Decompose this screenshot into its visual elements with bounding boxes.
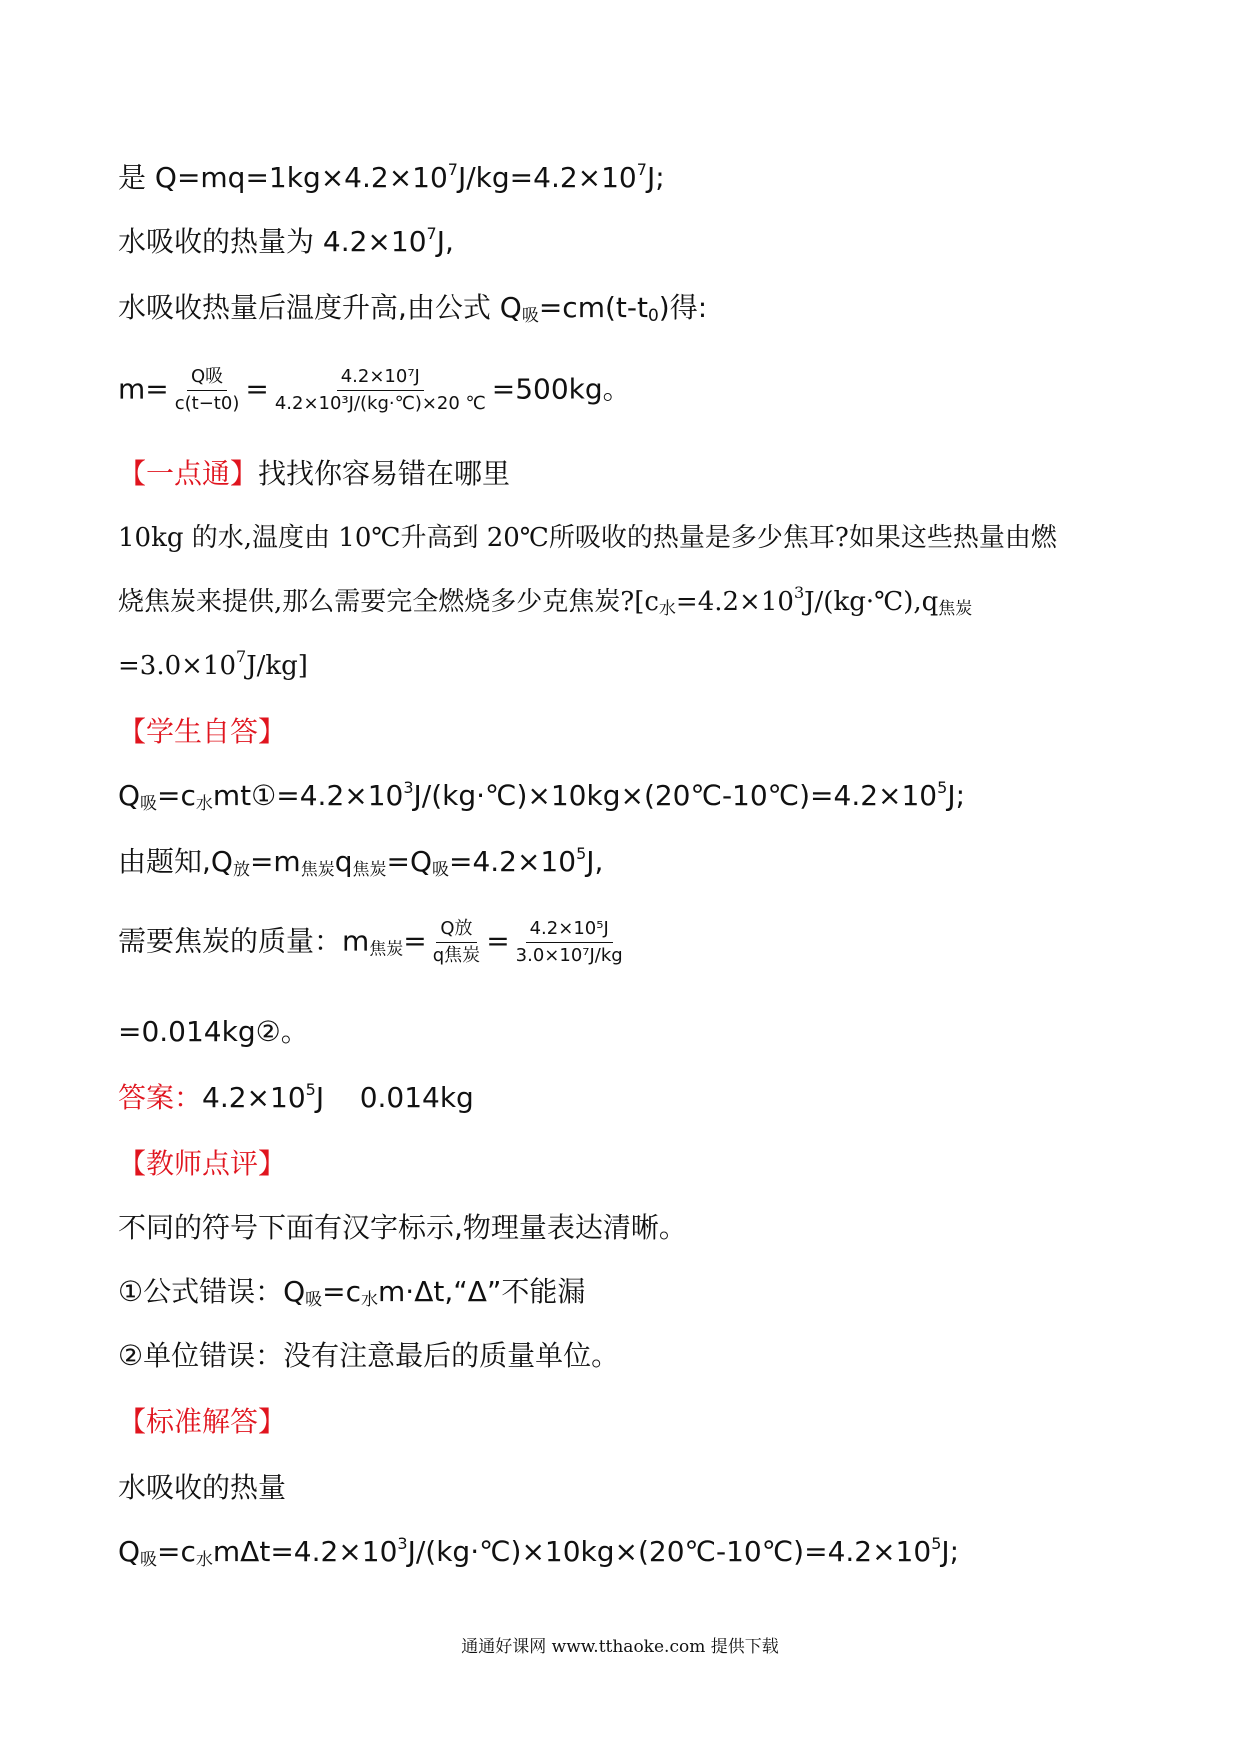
question-line-3: $=3.0\times 10^7J/kg$] bbox=[118, 647, 308, 681]
standard-answer-heading: 【标准解答】 bbox=[118, 1405, 287, 1438]
fraction-q-over-q: $\frac{\text{Q放}}{\text{q焦炭}}$ bbox=[432, 918, 481, 966]
question-line-1: 10kg 的水,温度由 10℃升高到 20℃所吸收的热量是多少焦耳?如果这些热量由燃 bbox=[118, 523, 1057, 553]
teacher-line-3: ②单位错误：没有注意最后的质量单位。 bbox=[118, 1339, 620, 1372]
calc-line-4-formula: m= $\frac{\text{Q吸}}{c(t-t0)}$ = $\frac{\text{4.2×10⁷J}}{\text{4.2×10³J/(kg·℃)×20 ℃}}$ =500kg。 bbox=[118, 366, 631, 414]
fraction-numeric-2: $\frac{\text{4.2×10⁵J}}{\text{3.0×10⁷J/kg}}$ bbox=[515, 918, 623, 966]
page-footer: 通通好课网 www.tthaoke.com 提供下载 bbox=[461, 1637, 779, 1657]
teacher-comment-heading: 【教师点评】 bbox=[118, 1147, 287, 1180]
student-line-1: $Q_吸=c_水mt①=4.2\times 10^3J/(kg\cdot℃)\times 10kg\times(20℃-10℃)=4.2\times 10^5J$; bbox=[118, 778, 966, 814]
standard-line-2: $Q_吸=c_水m\Delta t=4.2\times 10^3J/(kg\cdot℃)\times 10kg\times(20℃-10℃)=4.2\times 10^5J$; bbox=[118, 1534, 960, 1570]
teacher-line-1: 不同的符号下面有汉字标示,物理量表达清晰。 bbox=[118, 1211, 687, 1244]
calc-line-3: 水吸收热量后温度升高,由公式 $Q_吸=cm(t-t_0)$得: bbox=[118, 291, 708, 326]
student-line-3-formula: 需要焦炭的质量：$m_{焦炭}=$ $\frac{\text{Q放}}{\text{q焦炭}}$ = $\frac{\text{4.2×10⁵J}}{\text{3.0×10⁷J/kg}}$ bbox=[118, 918, 629, 970]
student-line-4: =0.014kg②。 bbox=[118, 1015, 309, 1048]
calc-line-1: 是 $Q=mq=1kg\times 4.2\times 10^7J/kg=4.2\times 10^7J$; bbox=[118, 160, 665, 194]
calc-line-2: 水吸收的热量为 $4.2\times 10^7J$, bbox=[118, 224, 454, 258]
teacher-line-2: ①公式错误：$Q_吸=c_水m\cdot\Delta t,“\Delta$”不能漏 bbox=[118, 1275, 586, 1310]
student-line-2: 由题知$,Q_放=m_{焦炭}q_{焦炭}=Q_吸=4.2\times 10^5J$, bbox=[118, 844, 604, 880]
answer-line: 答案：$4.2\times 10^5J$ 0.014kg bbox=[118, 1080, 474, 1114]
fraction-numeric: $\frac{\text{4.2×10⁷J}}{\text{4.2×10³J/(kg·℃)×20 ℃}}$ bbox=[274, 366, 486, 414]
question-line-2: 烧焦炭来提供,那么需要完全燃烧多少克焦炭$?[c_水=4.2\times 10^3J/(kg\cdot℃),q_{焦炭}$ bbox=[118, 583, 973, 619]
student-answer-heading: 【学生自答】 bbox=[118, 715, 287, 748]
mistake-heading: 【一点通】找找你容易错在哪里 bbox=[118, 457, 511, 490]
fraction-q-over-ct: $\frac{\text{Q吸}}{c(t-t0)}$ bbox=[174, 366, 240, 414]
standard-line-1: 水吸收的热量 bbox=[118, 1471, 287, 1504]
